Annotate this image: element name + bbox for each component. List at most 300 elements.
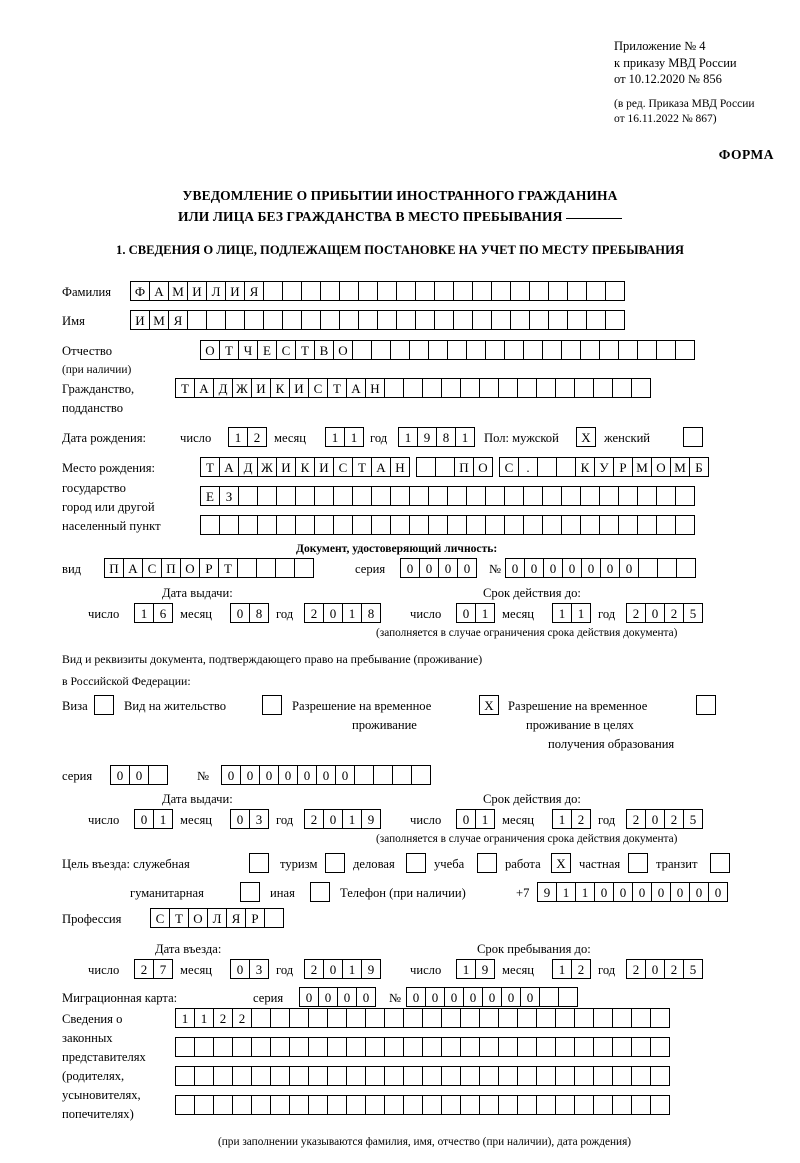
char-cell[interactable] xyxy=(612,378,632,398)
char-cell[interactable] xyxy=(187,310,207,330)
char-cell[interactable]: 1 xyxy=(344,427,364,447)
checkbox-purpose-business[interactable] xyxy=(406,853,425,873)
char-cell[interactable]: Т xyxy=(169,908,189,928)
char-cell[interactable] xyxy=(536,1008,556,1028)
char-cell[interactable]: Р xyxy=(199,558,219,578)
checkbox-purpose-transit[interactable] xyxy=(710,853,729,873)
char-cell[interactable] xyxy=(548,281,568,301)
char-cell[interactable]: Б xyxy=(689,457,709,477)
checkbox-temp-residence[interactable] xyxy=(479,695,498,715)
char-cell[interactable]: 7 xyxy=(153,959,173,979)
char-cell[interactable] xyxy=(175,1037,195,1057)
char-cell[interactable] xyxy=(384,1008,404,1028)
char-cell[interactable] xyxy=(390,486,410,506)
char-cell[interactable] xyxy=(479,378,499,398)
char-cell[interactable]: М xyxy=(149,310,169,330)
char-cell[interactable] xyxy=(333,486,353,506)
char-cell[interactable]: 1 xyxy=(455,427,475,447)
char-cell[interactable]: 0 xyxy=(456,809,476,829)
char-cell[interactable]: С xyxy=(499,457,519,477)
char-cell[interactable] xyxy=(301,310,321,330)
char-cell[interactable]: 0 xyxy=(425,987,445,1007)
char-cell[interactable]: 0 xyxy=(482,987,502,1007)
char-cell[interactable]: Н xyxy=(390,457,410,477)
field-birth-month[interactable] xyxy=(325,427,363,447)
char-cell[interactable]: 2 xyxy=(304,603,324,623)
char-cell[interactable] xyxy=(200,515,220,535)
char-cell[interactable] xyxy=(213,1066,233,1086)
field-migration-series[interactable] xyxy=(299,987,375,1007)
field-stay-day[interactable] xyxy=(456,959,494,979)
char-cell[interactable] xyxy=(498,378,518,398)
char-cell[interactable]: 0 xyxy=(335,765,355,785)
field-right-issue-year[interactable] xyxy=(304,809,380,829)
char-cell[interactable] xyxy=(710,853,730,873)
char-cell[interactable] xyxy=(675,515,695,535)
char-cell[interactable]: 0 xyxy=(594,882,614,902)
char-cell[interactable] xyxy=(384,1037,404,1057)
char-cell[interactable] xyxy=(574,1008,594,1028)
char-cell[interactable] xyxy=(333,515,353,535)
char-cell[interactable] xyxy=(257,515,277,535)
char-cell[interactable] xyxy=(403,1095,423,1115)
char-cell[interactable]: 1 xyxy=(475,603,495,623)
char-cell[interactable]: 1 xyxy=(342,809,362,829)
char-cell[interactable] xyxy=(251,1008,271,1028)
char-cell[interactable] xyxy=(346,1066,366,1086)
char-cell[interactable] xyxy=(498,1095,518,1115)
char-cell[interactable] xyxy=(631,1008,651,1028)
char-cell[interactable]: Т xyxy=(219,340,239,360)
char-cell[interactable]: 0 xyxy=(299,987,319,1007)
char-cell[interactable]: 1 xyxy=(175,1008,195,1028)
char-cell[interactable]: 0 xyxy=(221,765,241,785)
char-cell[interactable] xyxy=(415,310,435,330)
char-cell[interactable]: 0 xyxy=(316,765,336,785)
char-cell[interactable]: 0 xyxy=(400,558,420,578)
char-cell[interactable]: 1 xyxy=(134,603,154,623)
char-cell[interactable] xyxy=(409,340,429,360)
char-cell[interactable]: Ж xyxy=(257,457,277,477)
field-surname[interactable] xyxy=(130,281,624,301)
char-cell[interactable] xyxy=(460,1008,480,1028)
char-cell[interactable] xyxy=(555,1095,575,1115)
char-cell[interactable] xyxy=(441,378,461,398)
char-cell[interactable] xyxy=(631,1037,651,1057)
char-cell[interactable] xyxy=(637,486,657,506)
char-cell[interactable] xyxy=(485,340,505,360)
char-cell[interactable] xyxy=(282,281,302,301)
field-doc-issue-year[interactable] xyxy=(304,603,380,623)
char-cell[interactable]: М xyxy=(168,281,188,301)
char-cell[interactable]: 1 xyxy=(342,959,362,979)
char-cell[interactable] xyxy=(638,558,658,578)
char-cell[interactable] xyxy=(406,853,426,873)
char-cell[interactable]: 0 xyxy=(562,558,582,578)
char-cell[interactable]: 0 xyxy=(129,765,149,785)
char-cell[interactable]: О xyxy=(180,558,200,578)
char-cell[interactable]: 1 xyxy=(552,809,572,829)
char-cell[interactable] xyxy=(422,378,442,398)
char-cell[interactable] xyxy=(586,310,606,330)
char-cell[interactable]: Д xyxy=(213,378,233,398)
char-cell[interactable] xyxy=(696,695,716,715)
char-cell[interactable]: Я xyxy=(244,281,264,301)
char-cell[interactable]: X xyxy=(479,695,499,715)
char-cell[interactable] xyxy=(244,310,264,330)
char-cell[interactable] xyxy=(403,378,423,398)
char-cell[interactable]: Р xyxy=(245,908,265,928)
checkbox-purpose-study[interactable] xyxy=(477,853,496,873)
char-cell[interactable] xyxy=(441,1066,461,1086)
field-right-series[interactable] xyxy=(110,765,167,785)
char-cell[interactable]: 0 xyxy=(230,809,250,829)
checkbox-visa[interactable] xyxy=(94,695,113,715)
char-cell[interactable]: З xyxy=(219,486,239,506)
char-cell[interactable] xyxy=(523,515,543,535)
char-cell[interactable] xyxy=(270,1095,290,1115)
char-cell[interactable] xyxy=(257,486,277,506)
char-cell[interactable] xyxy=(194,1037,214,1057)
char-cell[interactable] xyxy=(175,1095,195,1115)
char-cell[interactable] xyxy=(460,1066,480,1086)
char-cell[interactable] xyxy=(537,457,557,477)
char-cell[interactable] xyxy=(479,1095,499,1115)
checkbox-purpose-work[interactable] xyxy=(551,853,570,873)
char-cell[interactable]: 0 xyxy=(406,987,426,1007)
char-cell[interactable] xyxy=(396,281,416,301)
checkbox-edu-residence[interactable] xyxy=(696,695,715,715)
char-cell[interactable]: А xyxy=(149,281,169,301)
char-cell[interactable]: Л xyxy=(206,281,226,301)
char-cell[interactable] xyxy=(567,310,587,330)
char-cell[interactable] xyxy=(656,340,676,360)
char-cell[interactable] xyxy=(460,1037,480,1057)
char-cell[interactable] xyxy=(308,1095,328,1115)
char-cell[interactable]: 0 xyxy=(651,882,671,902)
char-cell[interactable]: Д xyxy=(238,457,258,477)
char-cell[interactable] xyxy=(605,281,625,301)
char-cell[interactable] xyxy=(232,1095,252,1115)
char-cell[interactable]: 1 xyxy=(228,427,248,447)
char-cell[interactable] xyxy=(384,1066,404,1086)
field-birthplace-state[interactable] xyxy=(200,457,708,477)
char-cell[interactable] xyxy=(539,987,559,1007)
char-cell[interactable]: 1 xyxy=(552,603,572,623)
char-cell[interactable] xyxy=(675,486,695,506)
char-cell[interactable] xyxy=(275,558,295,578)
checkbox-purpose-tourism[interactable] xyxy=(325,853,344,873)
char-cell[interactable] xyxy=(289,1095,309,1115)
char-cell[interactable] xyxy=(295,486,315,506)
char-cell[interactable]: 0 xyxy=(600,558,620,578)
char-cell[interactable] xyxy=(612,1066,632,1086)
char-cell[interactable] xyxy=(390,340,410,360)
char-cell[interactable] xyxy=(308,1037,328,1057)
char-cell[interactable]: 0 xyxy=(645,959,665,979)
char-cell[interactable] xyxy=(453,281,473,301)
field-birthplace-city-line-2[interactable] xyxy=(200,515,694,535)
char-cell[interactable]: В xyxy=(314,340,334,360)
char-cell[interactable]: 2 xyxy=(664,959,684,979)
char-cell[interactable] xyxy=(327,1095,347,1115)
char-cell[interactable]: 2 xyxy=(232,1008,252,1028)
checkbox-purpose-humanitarian[interactable] xyxy=(240,882,259,902)
char-cell[interactable] xyxy=(650,1095,670,1115)
checkbox-purpose-service[interactable] xyxy=(249,853,268,873)
char-cell[interactable] xyxy=(384,378,404,398)
char-cell[interactable] xyxy=(249,853,269,873)
char-cell[interactable] xyxy=(555,378,575,398)
char-cell[interactable] xyxy=(339,281,359,301)
char-cell[interactable] xyxy=(536,1066,556,1086)
char-cell[interactable] xyxy=(251,1095,271,1115)
char-cell[interactable]: Е xyxy=(200,486,220,506)
char-cell[interactable] xyxy=(447,486,467,506)
char-cell[interactable] xyxy=(270,1066,290,1086)
char-cell[interactable]: 9 xyxy=(537,882,557,902)
field-right-issue-month[interactable] xyxy=(230,809,268,829)
char-cell[interactable]: X xyxy=(551,853,571,873)
char-cell[interactable]: 2 xyxy=(571,959,591,979)
field-profession[interactable] xyxy=(150,908,283,928)
char-cell[interactable] xyxy=(517,1008,537,1028)
char-cell[interactable] xyxy=(358,281,378,301)
char-cell[interactable] xyxy=(466,340,486,360)
char-cell[interactable] xyxy=(403,1008,423,1028)
char-cell[interactable]: 1 xyxy=(153,809,173,829)
char-cell[interactable] xyxy=(403,1066,423,1086)
char-cell[interactable] xyxy=(618,340,638,360)
char-cell[interactable] xyxy=(365,1095,385,1115)
char-cell[interactable]: 0 xyxy=(581,558,601,578)
char-cell[interactable]: К xyxy=(295,457,315,477)
char-cell[interactable] xyxy=(561,515,581,535)
char-cell[interactable] xyxy=(683,427,703,447)
field-birth-day[interactable] xyxy=(228,427,266,447)
char-cell[interactable] xyxy=(656,515,676,535)
char-cell[interactable]: А xyxy=(346,378,366,398)
char-cell[interactable] xyxy=(396,310,416,330)
char-cell[interactable] xyxy=(219,515,239,535)
char-cell[interactable]: Л xyxy=(207,908,227,928)
char-cell[interactable]: 0 xyxy=(524,558,544,578)
char-cell[interactable] xyxy=(542,486,562,506)
char-cell[interactable] xyxy=(574,1095,594,1115)
field-doc-valid-year[interactable] xyxy=(626,603,702,623)
char-cell[interactable] xyxy=(416,457,436,477)
char-cell[interactable] xyxy=(415,281,435,301)
char-cell[interactable] xyxy=(574,1037,594,1057)
char-cell[interactable] xyxy=(194,1095,214,1115)
char-cell[interactable]: 0 xyxy=(230,603,250,623)
field-name[interactable] xyxy=(130,310,624,330)
field-migration-number[interactable] xyxy=(406,987,577,1007)
char-cell[interactable] xyxy=(555,1008,575,1028)
field-doc-valid-month[interactable] xyxy=(552,603,590,623)
char-cell[interactable]: 0 xyxy=(444,987,464,1007)
char-cell[interactable] xyxy=(498,1037,518,1057)
char-cell[interactable] xyxy=(618,486,638,506)
field-legal-rep-line-3[interactable] xyxy=(175,1066,669,1086)
char-cell[interactable] xyxy=(593,1095,613,1115)
char-cell[interactable]: С xyxy=(142,558,162,578)
char-cell[interactable] xyxy=(447,515,467,535)
char-cell[interactable] xyxy=(428,340,448,360)
char-cell[interactable]: Я xyxy=(168,310,188,330)
char-cell[interactable]: Т xyxy=(218,558,238,578)
checkbox-sex-female[interactable] xyxy=(683,427,702,447)
char-cell[interactable] xyxy=(637,340,657,360)
char-cell[interactable]: И xyxy=(289,378,309,398)
char-cell[interactable] xyxy=(346,1037,366,1057)
char-cell[interactable] xyxy=(477,853,497,873)
char-cell[interactable] xyxy=(422,1037,442,1057)
char-cell[interactable] xyxy=(238,515,258,535)
field-entry-day[interactable] xyxy=(134,959,172,979)
field-doc-kind[interactable] xyxy=(104,558,313,578)
char-cell[interactable] xyxy=(225,310,245,330)
char-cell[interactable] xyxy=(327,1037,347,1057)
field-phone[interactable] xyxy=(537,882,727,902)
char-cell[interactable] xyxy=(605,310,625,330)
char-cell[interactable]: 0 xyxy=(110,765,130,785)
char-cell[interactable]: Т xyxy=(175,378,195,398)
char-cell[interactable]: 1 xyxy=(571,603,591,623)
char-cell[interactable]: 0 xyxy=(337,987,357,1007)
char-cell[interactable]: О xyxy=(200,340,220,360)
char-cell[interactable] xyxy=(472,310,492,330)
char-cell[interactable] xyxy=(263,281,283,301)
char-cell[interactable] xyxy=(422,1095,442,1115)
char-cell[interactable] xyxy=(472,281,492,301)
char-cell[interactable] xyxy=(276,486,296,506)
char-cell[interactable] xyxy=(542,340,562,360)
char-cell[interactable] xyxy=(441,1037,461,1057)
char-cell[interactable] xyxy=(479,1008,499,1028)
char-cell[interactable] xyxy=(558,987,578,1007)
char-cell[interactable] xyxy=(574,378,594,398)
char-cell[interactable] xyxy=(593,1008,613,1028)
char-cell[interactable] xyxy=(612,1008,632,1028)
char-cell[interactable]: А xyxy=(194,378,214,398)
char-cell[interactable]: И xyxy=(276,457,296,477)
char-cell[interactable]: X xyxy=(576,427,596,447)
char-cell[interactable] xyxy=(567,281,587,301)
checkbox-sex-male[interactable] xyxy=(576,427,595,447)
field-legal-rep-line-4[interactable] xyxy=(175,1095,669,1115)
char-cell[interactable] xyxy=(556,457,576,477)
char-cell[interactable] xyxy=(574,1066,594,1086)
char-cell[interactable] xyxy=(320,281,340,301)
char-cell[interactable]: Т xyxy=(200,457,220,477)
char-cell[interactable] xyxy=(276,515,296,535)
char-cell[interactable] xyxy=(308,1066,328,1086)
char-cell[interactable] xyxy=(377,310,397,330)
char-cell[interactable] xyxy=(460,1095,480,1115)
char-cell[interactable]: 0 xyxy=(323,809,343,829)
char-cell[interactable] xyxy=(650,1008,670,1028)
char-cell[interactable] xyxy=(447,340,467,360)
char-cell[interactable]: Я xyxy=(226,908,246,928)
char-cell[interactable]: И xyxy=(130,310,150,330)
char-cell[interactable] xyxy=(409,486,429,506)
char-cell[interactable]: 0 xyxy=(632,882,652,902)
char-cell[interactable] xyxy=(542,515,562,535)
char-cell[interactable]: 0 xyxy=(240,765,260,785)
char-cell[interactable] xyxy=(441,1095,461,1115)
char-cell[interactable] xyxy=(428,515,448,535)
char-cell[interactable]: 8 xyxy=(436,427,456,447)
char-cell[interactable] xyxy=(346,1008,366,1028)
char-cell[interactable] xyxy=(536,378,556,398)
char-cell[interactable]: С xyxy=(308,378,328,398)
field-doc-issue-day[interactable] xyxy=(134,603,172,623)
field-stay-month[interactable] xyxy=(552,959,590,979)
char-cell[interactable]: 1 xyxy=(325,427,345,447)
char-cell[interactable]: И xyxy=(314,457,334,477)
char-cell[interactable] xyxy=(373,765,393,785)
char-cell[interactable]: 0 xyxy=(323,603,343,623)
char-cell[interactable] xyxy=(262,695,282,715)
field-doc-issue-month[interactable] xyxy=(230,603,268,623)
char-cell[interactable]: 0 xyxy=(645,603,665,623)
char-cell[interactable] xyxy=(536,1037,556,1057)
char-cell[interactable] xyxy=(237,558,257,578)
char-cell[interactable] xyxy=(599,515,619,535)
field-doc-number[interactable] xyxy=(505,558,695,578)
char-cell[interactable] xyxy=(232,1066,252,1086)
char-cell[interactable]: Ф xyxy=(130,281,150,301)
char-cell[interactable] xyxy=(206,310,226,330)
field-right-number[interactable] xyxy=(221,765,430,785)
char-cell[interactable] xyxy=(676,558,696,578)
char-cell[interactable]: Е xyxy=(257,340,277,360)
char-cell[interactable]: 9 xyxy=(417,427,437,447)
char-cell[interactable]: К xyxy=(270,378,290,398)
char-cell[interactable] xyxy=(371,515,391,535)
char-cell[interactable]: 0 xyxy=(318,987,338,1007)
char-cell[interactable] xyxy=(301,281,321,301)
char-cell[interactable] xyxy=(263,310,283,330)
char-cell[interactable] xyxy=(270,1037,290,1057)
char-cell[interactable] xyxy=(422,1066,442,1086)
char-cell[interactable] xyxy=(295,515,315,535)
char-cell[interactable] xyxy=(314,515,334,535)
char-cell[interactable] xyxy=(561,486,581,506)
char-cell[interactable]: С xyxy=(150,908,170,928)
char-cell[interactable]: 0 xyxy=(259,765,279,785)
char-cell[interactable] xyxy=(320,310,340,330)
char-cell[interactable] xyxy=(580,486,600,506)
char-cell[interactable] xyxy=(612,1037,632,1057)
char-cell[interactable]: 2 xyxy=(304,809,324,829)
char-cell[interactable]: 2 xyxy=(626,809,646,829)
char-cell[interactable] xyxy=(517,378,537,398)
checkbox-purpose-other[interactable] xyxy=(310,882,329,902)
char-cell[interactable] xyxy=(194,1066,214,1086)
char-cell[interactable] xyxy=(650,1037,670,1057)
char-cell[interactable]: 5 xyxy=(683,809,703,829)
field-right-valid-year[interactable] xyxy=(626,809,702,829)
char-cell[interactable] xyxy=(365,1037,385,1057)
char-cell[interactable] xyxy=(485,486,505,506)
char-cell[interactable] xyxy=(403,1037,423,1057)
char-cell[interactable]: 0 xyxy=(543,558,563,578)
char-cell[interactable] xyxy=(213,1037,233,1057)
field-entry-month[interactable] xyxy=(230,959,268,979)
char-cell[interactable]: О xyxy=(651,457,671,477)
